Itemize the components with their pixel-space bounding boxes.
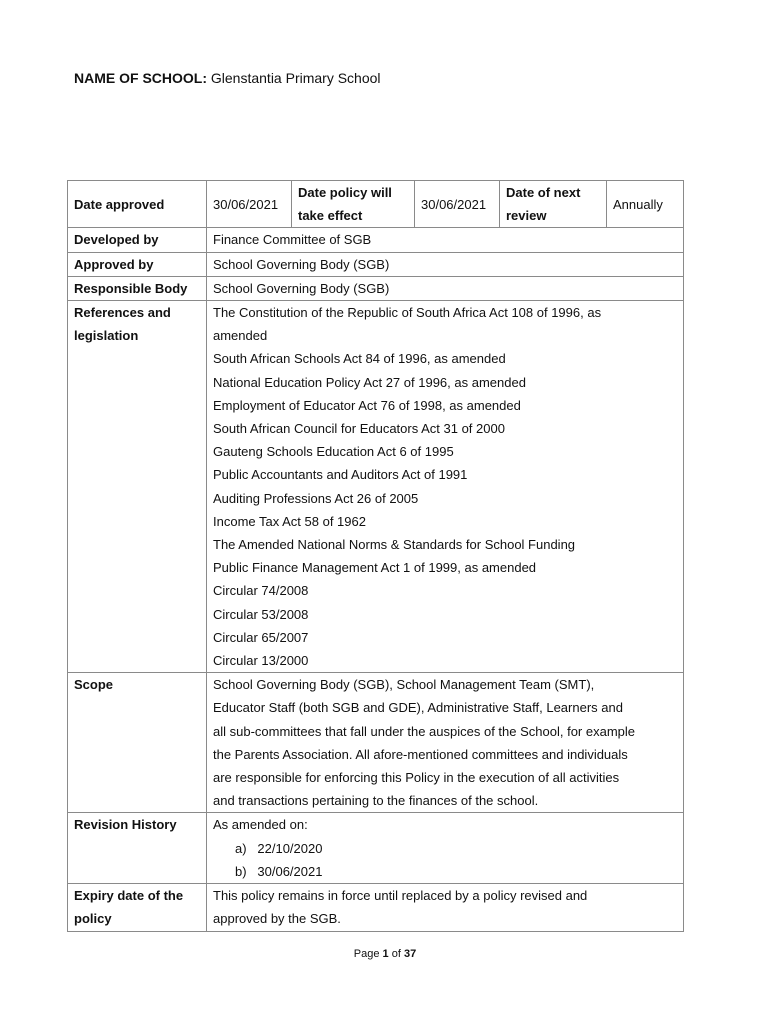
effect-label: Date policy will take effect bbox=[292, 181, 415, 228]
reference-line: Auditing Professions Act 26 of 2005 bbox=[213, 490, 419, 506]
school-name: Glenstantia Primary School bbox=[210, 70, 381, 86]
table-row bbox=[68, 884, 684, 931]
scope-text: School Governing Body (SGB), School Management Team (SMT), Educator Staff (both SGB and GDE), Administrative Staff, Learners and all sub-committees that fall under the auspices of the School, for example the Parents Association. All afore-mentioned committees and individuals are responsible for enforcing this Policy in the execution of all activities and transactions pertaining to the finances of the school. bbox=[207, 673, 684, 813]
references-list bbox=[207, 301, 684, 673]
reference-line: Circular 65/2007 bbox=[213, 629, 309, 645]
table-row bbox=[68, 301, 684, 673]
reference-line: The Constitution of the Republic of South Africa Act 108 of 1996, as bbox=[213, 305, 602, 321]
reference-line: Gauteng Schools Education Act 6 of 1995 bbox=[213, 444, 454, 460]
revision-intro: As amended on: bbox=[213, 817, 308, 833]
scope-label: Scope bbox=[68, 673, 207, 813]
expiry-text: This policy remains in force until replaced by a policy revised and approved by the SGB. bbox=[207, 884, 684, 931]
reference-line: Income Tax Act 58 of 1962 bbox=[213, 513, 366, 529]
reference-line: Public Accountants and Auditors Act of 1991 bbox=[213, 467, 468, 483]
revision-item: a) 22/10/2020 bbox=[235, 840, 323, 856]
table-row bbox=[68, 813, 684, 884]
developed-by-value: Finance Committee of SGB bbox=[207, 228, 684, 252]
revision-history-label: Revision History bbox=[68, 813, 207, 884]
expiry-label: Expiry date of the policy bbox=[68, 884, 207, 931]
revision-item: b) 30/06/2021 bbox=[235, 863, 323, 879]
reference-line: Public Finance Management Act 1 of 1999, as amended bbox=[213, 560, 537, 576]
table-row bbox=[68, 276, 684, 300]
page-of: of bbox=[391, 948, 401, 960]
next-review-label: Date of next review bbox=[500, 181, 607, 228]
revision-history bbox=[207, 813, 684, 884]
reference-line: amended bbox=[213, 328, 268, 344]
approved-by-label: Approved by bbox=[68, 252, 207, 276]
effect-date-value: 30/06/2021 bbox=[415, 181, 500, 228]
reference-line: The Amended National Norms & Standards for School Funding bbox=[213, 537, 576, 553]
table-row bbox=[68, 673, 684, 813]
page-number: 1 bbox=[382, 948, 389, 960]
policy-table bbox=[67, 180, 684, 932]
approved-by-value: School Governing Body (SGB) bbox=[207, 252, 684, 276]
school-heading bbox=[74, 70, 381, 86]
reference-line: South African Schools Act 84 of 1996, as amended bbox=[213, 351, 506, 367]
date-approved-label: Date approved bbox=[68, 181, 207, 228]
reference-line: National Education Policy Act 27 of 1996, as amended bbox=[213, 374, 526, 390]
table-row bbox=[68, 252, 684, 276]
table-row bbox=[68, 228, 684, 252]
school-label: NAME OF SCHOOL: bbox=[74, 70, 207, 86]
page-total: 37 bbox=[403, 948, 417, 960]
reference-line: Employment of Educator Act 76 of 1998, as amended bbox=[213, 397, 521, 413]
developed-by-label: Developed by bbox=[68, 228, 207, 252]
next-review-value: Annually bbox=[607, 181, 684, 228]
reference-line: Circular 74/2008 bbox=[213, 583, 309, 599]
responsible-body-value: School Governing Body (SGB) bbox=[207, 276, 684, 300]
references-label: References and legislation bbox=[68, 301, 207, 673]
page-footer bbox=[0, 948, 770, 960]
reference-line: Circular 13/2000 bbox=[213, 653, 309, 669]
reference-line: Circular 53/2008 bbox=[213, 606, 309, 622]
reference-line: South African Council for Educators Act 31 of 2000 bbox=[213, 421, 505, 437]
page-prefix: Page bbox=[353, 948, 380, 960]
responsible-body-label: Responsible Body bbox=[68, 276, 207, 300]
table-row bbox=[68, 181, 684, 228]
date-approved-value: 30/06/2021 bbox=[207, 181, 292, 228]
